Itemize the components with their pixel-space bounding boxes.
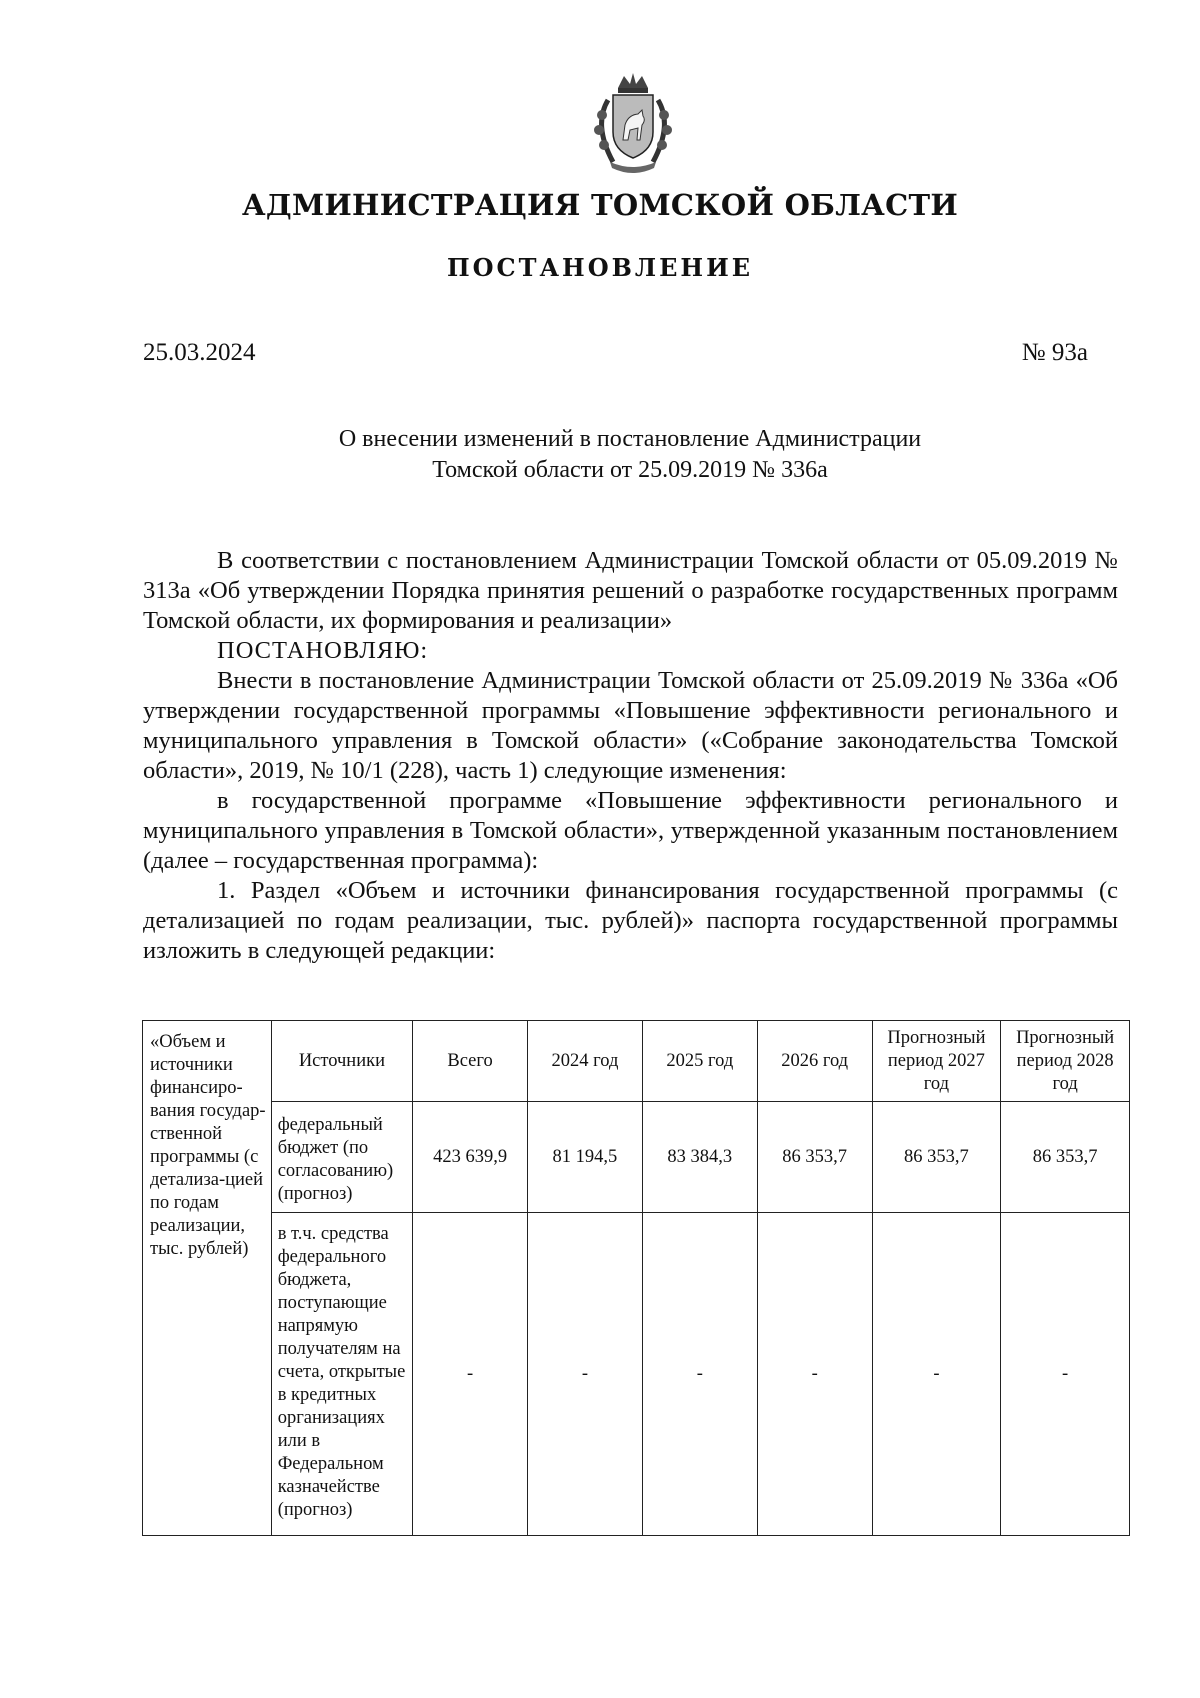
value-cell: - [642,1213,757,1536]
value-cell: 423 639,9 [413,1102,528,1213]
organization-title: АДМИНИСТРАЦИЯ ТОМСКОЙ ОБЛАСТИ [241,188,959,222]
table-row [143,1213,1130,1536]
header-cell: 2026 год [757,1021,872,1102]
coat-of-arms-icon [568,70,698,180]
value-cell: - [528,1213,643,1536]
table-row [143,1102,1130,1213]
subject-line-1: О внесении изменений в постановление Администрации [338,426,922,452]
value-cell: 86 353,7 [757,1102,872,1213]
paragraph-program: в государственной программе «Повышение эффективности регионального и муниципального управления в Томской области», утвержденной указанным постановлением (далее – государственная программа): [143,787,1118,874]
paragraph-item-1: 1. Раздел «Объем и источники финансирования государственной программы (с детализацией по годам реализации, тыс. рублей)» паспорта государственной программы изложить в следующей редакции: [143,877,1118,964]
paragraph-resolve: ПОСТАНОВЛЯЮ: [217,637,429,664]
document-date: 25.03.2024 [143,339,256,366]
header-cell: 2024 год [528,1021,643,1102]
document-type: ПОСТАНОВЛЕНИЕ [446,253,754,282]
subject-line-2: Томской области от 25.09.2019 № 336а [432,457,828,483]
header-cell: 2025 год [642,1021,757,1102]
value-cell: - [872,1213,1001,1536]
header-cell: Всего [413,1021,528,1102]
document-body [143,546,1118,966]
paragraph-basis: В соответствии с постановлением Администрации Томской области от 05.09.2019 № 313а «Об утверждении Порядка принятия решений о разработке государственных программ Томской области, их формирования и реализации» [143,547,1118,634]
document-number: № 93а [1021,339,1088,366]
header-cell: Прогнозный период 2027 год [872,1021,1001,1102]
source-cell: в т.ч. средства федерального бюджета, поступающие напрямую получателям на счета, открытые в кредитных организациях или в Федеральном казначействе (прогноз) [271,1213,412,1536]
value-cell: 83 384,3 [642,1102,757,1213]
source-cell: федеральный бюджет (по согласованию) (прогноз) [271,1102,412,1213]
document-subject [200,424,1060,486]
value-cell: 86 353,7 [872,1102,1001,1213]
value-cell: 86 353,7 [1001,1102,1130,1213]
header-cell: Прогнозный период 2028 год [1001,1021,1130,1102]
table-header-row [143,1021,1130,1102]
value-cell: - [413,1213,528,1536]
row-label-cell: «Объем и источники финансиро-вания государ-ственной программы (с детализа-цией по годам реализации, тыс. рублей) [143,1021,272,1536]
paragraph-amend: Внести в постановление Администрации Томской области от 25.09.2019 № 336а «Об утверждении государственной программы «Повышение эффективности регионального и муниципального управления в Томской области» («Собрание законодательства Томской области», 2019, № 10/1 (228), часть 1) следующие изменения: [143,667,1118,784]
value-cell: - [1001,1213,1130,1536]
header-cell: Источники [271,1021,412,1102]
financing-table [142,1020,1130,1536]
value-cell: 81 194,5 [528,1102,643,1213]
value-cell: - [757,1213,872,1536]
